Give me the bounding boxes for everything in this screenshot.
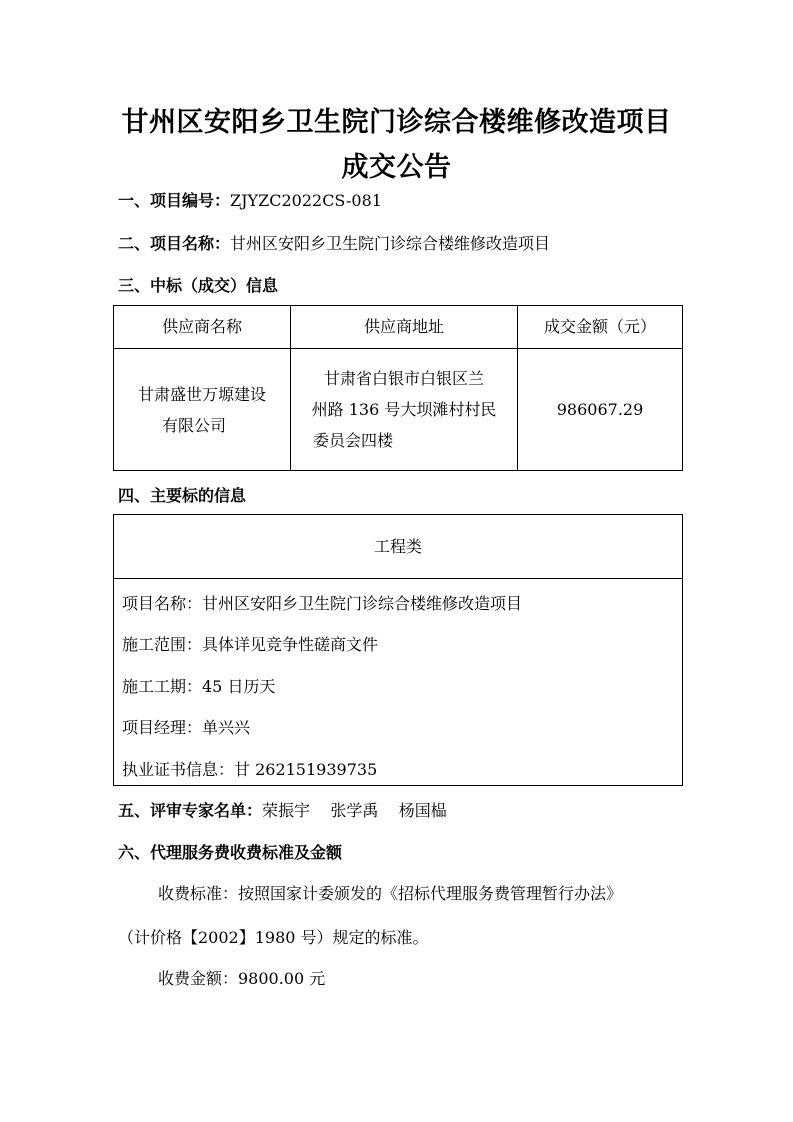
section-winner-heading: 三、中标（成交）信息 — [118, 276, 279, 295]
supplier-address-cell — [291, 349, 518, 471]
header-supplier-address: 供应商地址 — [291, 306, 518, 349]
fee-standard-line2: （计价格【2002】1980 号）规定的标准。 — [118, 928, 429, 947]
project-name-label: 二、项目名称： — [118, 234, 231, 253]
project-name — [118, 231, 550, 254]
winner-table-header — [114, 306, 683, 349]
subject-item: 项目名称：甘州区安阳乡卫生院门诊综合楼维修改造项目 — [122, 594, 523, 613]
fee-standard-line1: 收费标准：按照国家计委颁发的《招标代理服务费管理暂行办法》 — [158, 884, 623, 903]
subject-item: 施工范围：具体详见竞争性磋商文件 — [122, 635, 379, 654]
table-row — [114, 349, 683, 471]
page-subtitle: 成交公告 — [341, 152, 452, 183]
project-number-value: ZJYZC2022CS-081 — [230, 191, 382, 210]
supplier-address-line2: 州路 136 号大坝滩村村民 — [311, 400, 497, 419]
section-subject-heading: 四、主要标的信息 — [118, 486, 247, 505]
fee-amount: 收费金额：9800.00 元 — [158, 969, 326, 988]
expert-list — [118, 798, 447, 821]
header-amount: 成交金额（元） — [518, 306, 683, 349]
subject-item: 施工工期：45 日历天 — [122, 677, 276, 696]
expert-list-value: 荣振宇 张学禹 杨国榀 — [262, 801, 447, 820]
project-number — [118, 188, 382, 211]
supplier-address-line3: 委员会四楼 — [313, 431, 394, 450]
winner-table — [113, 305, 683, 471]
section-fee-heading: 六、代理服务费收费标准及金额 — [118, 843, 343, 862]
supplier-name-line1: 甘肃盛世万塬建设 — [137, 384, 266, 404]
subject-item: 项目经理：单兴兴 — [122, 718, 251, 737]
amount-cell: 986067.29 — [518, 349, 683, 471]
expert-list-label: 五、评审专家名单： — [118, 801, 263, 820]
project-name-value: 甘州区安阳乡卫生院门诊综合楼维修改造项目 — [230, 234, 551, 253]
page-title: 甘州区安阳乡卫生院门诊综合楼维修改造项目 — [121, 107, 672, 138]
supplier-name-cell — [114, 349, 291, 471]
supplier-name-line2: 有限公司 — [162, 415, 227, 435]
header-supplier-name: 供应商名称 — [114, 306, 291, 349]
project-number-label: 一、项目编号： — [118, 191, 231, 210]
subject-item: 执业证书信息：甘 262151939735 — [122, 760, 378, 779]
subject-info-box — [113, 514, 683, 786]
supplier-address-line1: 甘肃省白银市白银区兰 — [323, 369, 484, 388]
subject-category: 工程类 — [114, 515, 682, 579]
